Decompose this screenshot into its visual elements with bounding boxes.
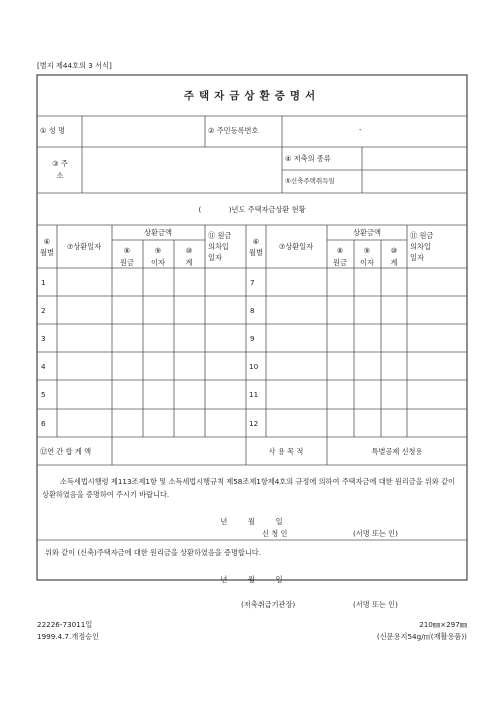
interest-header-left: ⑨ 이자	[151, 246, 165, 267]
principal-header-left: ⑧ 원금	[120, 246, 134, 267]
address-label: ③ 주 소	[52, 159, 68, 180]
institution-sign-note: (서명 또는 인)	[353, 600, 398, 609]
name-label: ① 성 명	[40, 126, 65, 135]
month-cell: 10	[249, 362, 259, 371]
savings-type-label: ④ 저축의 종류	[285, 154, 331, 163]
month-cell: 12	[249, 419, 259, 428]
resident-id-separator: -	[359, 125, 362, 134]
month-cell: 9	[250, 334, 255, 343]
approval-date: 1999.4.7.개정승인	[37, 632, 100, 641]
month-cell: 3	[41, 334, 46, 343]
interest-header-right: ⑨ 이자	[360, 246, 374, 267]
purpose-label: 사 용 목 적	[268, 447, 304, 456]
month-cell: 5	[41, 390, 46, 399]
certification-statement: 위와 같이 (신축)주택자금에 대한 원리금을 상환하였음을 증명합니다.	[45, 548, 262, 557]
month-cell: 11	[249, 390, 259, 399]
annual-total-label: ⑫연 간 합 계 액	[40, 447, 92, 456]
repayment-status-title: ( )년도 주택자금상환 현황	[198, 205, 306, 214]
month-cell: 2	[41, 306, 46, 315]
form-code: 22226-73011일	[37, 620, 93, 629]
month-cell: 1	[41, 278, 46, 287]
total-header-right: ⑩ 계	[390, 246, 398, 267]
new-housing-date-label: ⑤신축주택취득일	[285, 177, 335, 185]
purpose-value: 특별공제 신청용	[371, 447, 423, 456]
month-header-left: ⑥ 월별	[40, 237, 54, 257]
form-title: 주택자금상환증명서	[183, 90, 321, 102]
month-header-right: ⑥ 월별	[249, 237, 263, 257]
repay-amount-header-left: 상환금액	[144, 228, 172, 237]
paper-size: 210㎜×297㎜	[419, 620, 467, 629]
month-cell: 4	[41, 362, 46, 371]
certification-date-line: 년 월 일	[220, 575, 284, 584]
principal-header-right: ⑧ 원금	[333, 246, 347, 267]
repay-amount-header-right: 상환금액	[353, 228, 381, 237]
request-statement: 소득세법시행령 제113조제1항 및 소득세법시행규칙 제58조제1항제4호의 규정에 의하여 주택자금에 대한 원리금을 위와 같이 상환하였음을 증명하여 주시기 바랍니다.	[42, 477, 455, 500]
applicant-label: 신 청 인	[262, 529, 288, 538]
repay-date-header-right: ⑦상환일자	[278, 242, 314, 251]
total-header-left: ⑩ 계	[185, 246, 193, 267]
borrow-date-header-left: ⑪ 원금 의차입 일자	[208, 231, 232, 263]
form-number-note: [별지 제44호의 3 서식]	[37, 61, 112, 70]
paper-type: (신문용지54g/㎡(재활용품))	[376, 632, 467, 641]
applicant-sign-note: (서명 또는 인)	[353, 529, 398, 538]
month-cell: 7	[250, 278, 255, 287]
resident-id-label: ② 주민등록번호	[208, 126, 259, 135]
month-cell: 6	[41, 419, 46, 428]
form-outer-border	[37, 75, 467, 580]
request-date-line: 년 월 일	[220, 517, 284, 526]
borrow-date-header-right: ⑪ 원금 의차입 일자	[410, 231, 434, 263]
institution-label: (저축취급기관장)	[241, 600, 296, 609]
month-cell: 8	[250, 306, 255, 315]
repay-date-header-left: ⑦상환일자	[66, 242, 102, 251]
